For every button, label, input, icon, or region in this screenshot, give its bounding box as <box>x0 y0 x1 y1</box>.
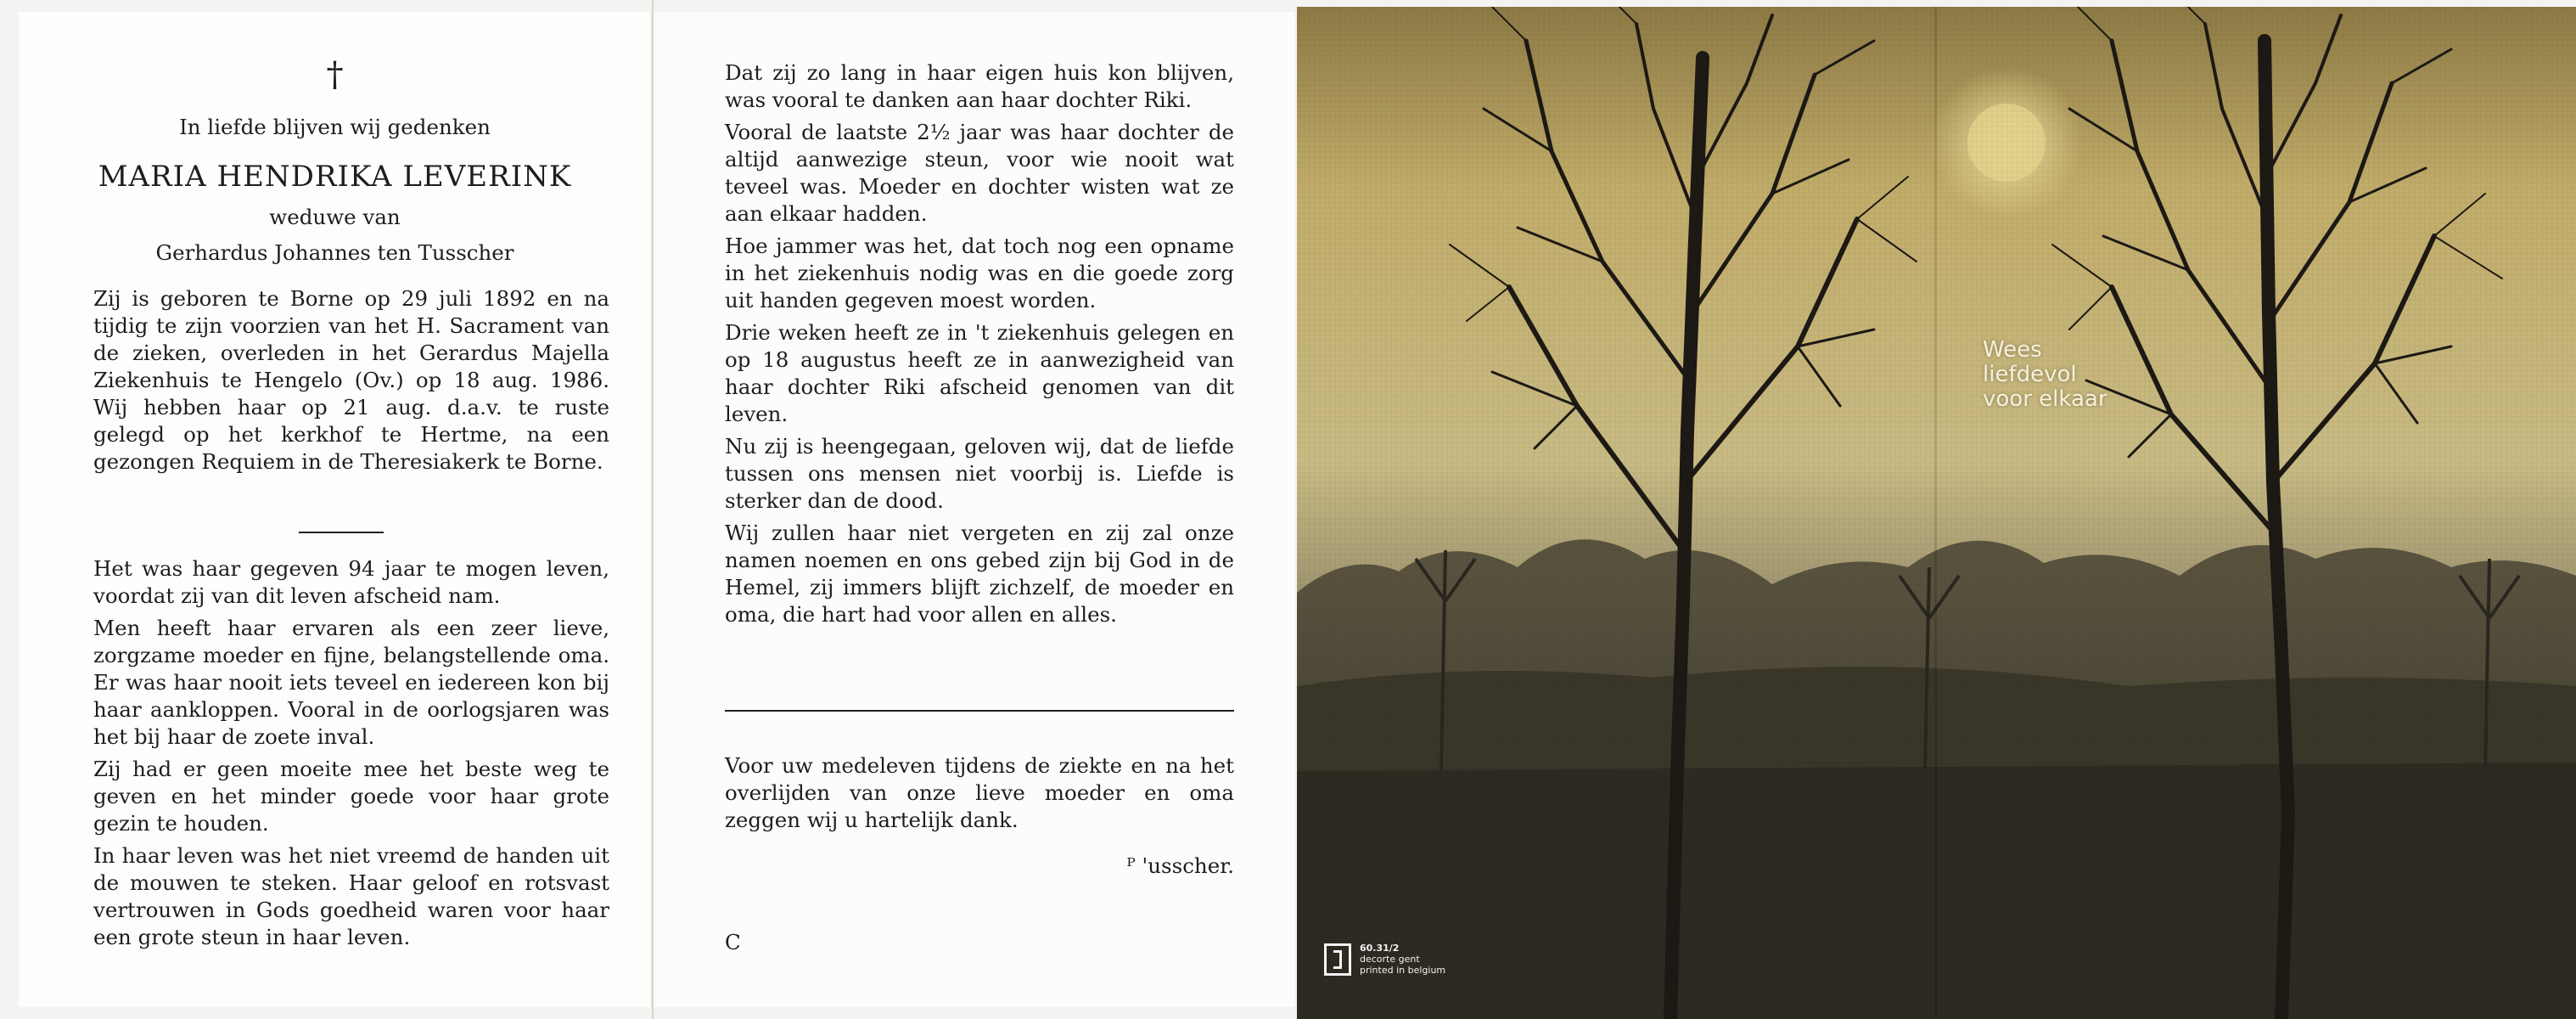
publisher-name: decorte gent <box>1360 954 1420 965</box>
paragraph: Hoe jammer was het, dat toch nog een opname in het ziekenhuis nodig was en die goede zorg uit handen gegeven moest worden. <box>725 234 1234 312</box>
cover-photo <box>1297 7 2576 1019</box>
paragraph: Drie weken heeft ze in 't ziekenhuis gelegen en op 18 augustus heeft ze in aanwezigheid van haar dochter Riki afscheid genomen van dit leven. <box>725 320 1234 426</box>
relation-text: weduwe van <box>269 205 401 229</box>
intro-text: In liefde blijven wij gedenken <box>179 115 491 139</box>
publisher-origin: printed in belgium <box>1360 965 1446 976</box>
paragraph: Wij zullen haar niet vergeten en zij zal onze namen noemen en ons gebed zijn bij God in de Hemel, zij immers blijft zichzelf, de moeder en oma, die hart had voor allen en alles. <box>725 521 1234 627</box>
signature-line: ᴾ 'usscher. <box>1126 853 1234 878</box>
paragraph: Het was haar gegeven 94 jaar te mogen leven, voordat zij van dit leven afscheid nam. <box>93 556 609 608</box>
cover-title <box>1983 338 2107 412</box>
biography-text: Zij is geboren te Borne op 29 juli 1892 en na tijdig te zijn voorzien van het H. Sacrament van de zieken, overleden in het Gerardus Majella Ziekenhuis te Hengelo (Ov.) op 18 aug. 1986. Wij hebben haar op 21 aug. d.a.v. te ruste gelegd op het kerkhof te Hertme, na een gezongen Requiem in de Theresiakerk te Borne. <box>93 286 609 474</box>
deceased-name: MARIA HENDRIKA LEVERINK <box>98 160 572 194</box>
cover-title-line: voor elkaar <box>1983 386 2107 412</box>
cross-icon: † <box>326 55 344 94</box>
paragraph: Nu zij is heengegaan, geloven wij, dat de liefde tussen ons mensen niet voorbij is. Liefde is sterker dan de dood. <box>725 434 1234 513</box>
publisher-mark <box>1324 943 1445 976</box>
tribute-text <box>93 555 609 956</box>
publisher-logo-icon <box>1324 943 1351 976</box>
middle-page <box>654 12 1294 1007</box>
partial-mark: C <box>725 930 741 954</box>
publisher-code: 60.31/2 <box>1360 943 1400 954</box>
left-page <box>19 12 652 1007</box>
spouse-name: Gerhardus Johannes ten Tusscher <box>155 240 514 265</box>
cover-title-line: Wees <box>1983 337 2042 363</box>
cover-title-line: liefdevol <box>1983 362 2077 387</box>
paragraph: Vooral de laatste 2½ jaar was haar dochter de altijd aanwezige steun, voor wie nooit wat teveel was. Moeder en dochter wisten wat ze aan elkaar hadden. <box>725 120 1234 226</box>
tree-landscape-image <box>1297 7 2576 1019</box>
paragraph: Dat zij zo lang in haar eigen huis kon blijven, was vooral te danken aan haar dochter Riki. <box>725 60 1234 112</box>
paragraph: In haar leven was het niet vreemd de handen uit de mouwen te steken. Haar geloof en rotsvast vertrouwen in Gods goedheid waren voor haar een grote steun in haar leven. <box>93 843 609 949</box>
thanks-text: Voor uw medeleven tijdens de ziekte en na het overlijden van onze lieve moeder en oma zeggen wij u hartelijk dank. <box>725 753 1234 832</box>
divider <box>299 532 384 533</box>
divider <box>725 710 1234 712</box>
publisher-text <box>1360 943 1445 976</box>
tribute-continued <box>725 59 1234 633</box>
paragraph: Men heeft haar ervaren als een zeer lieve, zorgzame moeder en fijne, belangstellende oma. Er was haar nooit iets teveel en iedereen kon bij haar aankloppen. Vooral in de oorlogsjaren was het bij haar de zoete inval. <box>93 616 609 749</box>
paragraph: Zij had er geen moeite mee het beste weg te geven en het minder goede voor haar grote gezin te houden. <box>93 757 609 836</box>
